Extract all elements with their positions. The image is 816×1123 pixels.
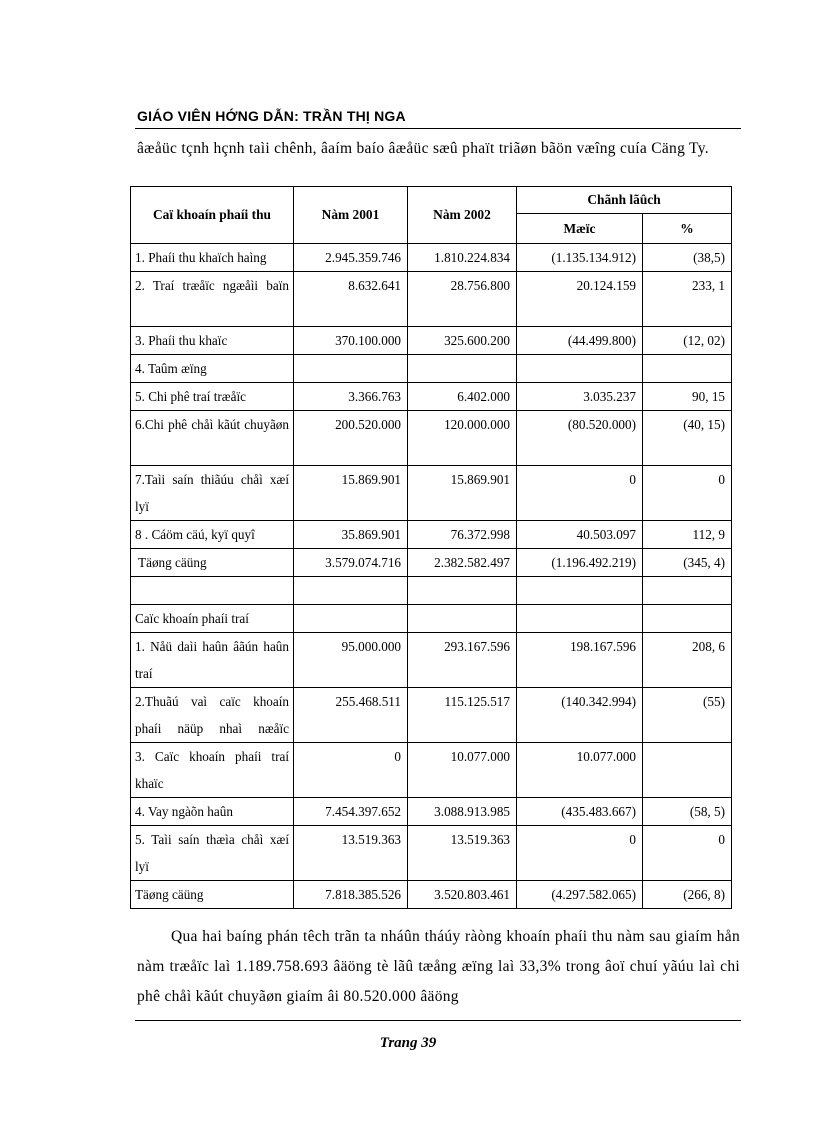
cell-2001: 2.945.359.746 [294,244,408,272]
header-title: GIÁO VIÊN HỚNG DẪN: TRẦN THỊ NGA [137,108,406,124]
conclusion-text: Qua hai baíng phán têch trãn ta nháûn tháúy ràòng khoaín phaíi thu nàm sau giaím hån nàm træåïc laì 1.189.758.693 âäöng tè lãû tæång æïng laì 33,3% trong âoï chuí yãúu laì chi phê chåì kãút chuyãøn giaím âi 80.520.000 âäöng [137,928,740,1005]
header-2002: Nàm 2002 [408,187,517,244]
row-label-text: 5. Taìi saín thæìa chåì xæí lyï [135,832,289,874]
cell-percent: 233, 1 [643,272,732,327]
cell-2002: 293.167.596 [408,633,517,688]
header-percent: % [643,214,732,244]
table-row-total [131,549,732,577]
table-row [131,466,732,521]
header-2001: Nàm 2001 [294,187,408,244]
row-label: 8 . Cáöm cäú, kyï quyî [131,521,294,549]
cell-amount: 20.124.159 [517,272,643,327]
cell-2001 [294,355,408,383]
row-label [131,577,294,605]
row-label-text: 2. Traí træåïc ngæåìi baïn [135,278,289,293]
cell-percent: (266, 8) [643,881,732,909]
cell-2001: 35.869.901 [294,521,408,549]
cell-2002: 76.372.998 [408,521,517,549]
cell-percent: (55) [643,688,732,743]
row-label-text: 7.Taìi saín thiãúu chåì xæí lyï [135,472,289,514]
section-label: Caïc khoaín phaíi traí [131,605,294,633]
table-row-empty [131,577,732,605]
header-difference: Chãnh lãûch [517,187,732,214]
row-label [131,411,294,466]
cell-percent [643,577,732,605]
cell-2001: 200.520.000 [294,411,408,466]
header-amount: Mæïc [517,214,643,244]
cell-amount: (140.342.994) [517,688,643,743]
table-row [131,521,732,549]
cell-2002: 15.869.901 [408,466,517,521]
cell-2001 [294,577,408,605]
cell-percent: (38,5) [643,244,732,272]
cell-percent [643,743,732,798]
row-label: 3. Phaíi thu khaïc [131,327,294,355]
row-label: Täøng cäüng [131,881,294,909]
table-row [131,633,732,688]
cell-2001: 8.632.641 [294,272,408,327]
cell-percent: 0 [643,466,732,521]
table-row [131,798,732,826]
cell-amount: 10.077.000 [517,743,643,798]
cell-2001: 15.869.901 [294,466,408,521]
row-label-text: 3. Caïc khoaín phaíi traí khaïc [135,749,289,791]
table-row [131,826,732,881]
cell-2002 [408,577,517,605]
row-label [131,466,294,521]
table-row [131,411,732,466]
cell-amount: (435.483.667) [517,798,643,826]
table-row [131,743,732,798]
cell-2002: 28.756.800 [408,272,517,327]
cell-2002: 3.088.913.985 [408,798,517,826]
row-label: 4. Vay ngàõn haûn [131,798,294,826]
table-row [131,688,732,743]
table-row [131,244,732,272]
cell-2002: 3.520.803.461 [408,881,517,909]
cell-amount: (80.520.000) [517,411,643,466]
cell-2001: 370.100.000 [294,327,408,355]
cell-amount: 0 [517,466,643,521]
row-label [131,633,294,688]
cell-amount: (44.499.800) [517,327,643,355]
cell-2002: 325.600.200 [408,327,517,355]
cell-percent: 112, 9 [643,521,732,549]
cell-amount: 3.035.237 [517,383,643,411]
cell-percent: 0 [643,826,732,881]
cell-percent: 208, 6 [643,633,732,688]
row-label: 4. Taûm æïng [131,355,294,383]
cell-percent: (58, 5) [643,798,732,826]
row-label [131,826,294,881]
row-label-text: 2.Thuãú vaì caïc khoaín phaíi näüp nhaì næåïc [135,694,289,736]
header-item: Caï khoaín phaíi thu [131,187,294,244]
cell-amount: (1.196.492.219) [517,549,643,577]
row-label-text: 6.Chi phê chåì kãút chuyãøn [135,417,289,432]
row-label [131,688,294,743]
cell-amount [517,577,643,605]
cell-2001: 3.366.763 [294,383,408,411]
cell-amount: 0 [517,826,643,881]
cell-amount: (4.297.582.065) [517,881,643,909]
cell-amount [517,355,643,383]
row-label: 5. Chi phê traí træåïc [131,383,294,411]
cell-2002: 13.519.363 [408,826,517,881]
cell-percent [643,605,732,633]
cell-amount: 40.503.097 [517,521,643,549]
cell-2002: 6.402.000 [408,383,517,411]
cell-2001: 3.579.074.716 [294,549,408,577]
row-label: Täøng cäüng [131,549,294,577]
cell-amount [517,605,643,633]
row-label: 1. Phaíi thu khaïch haìng [131,244,294,272]
table-row [131,383,732,411]
cell-percent: (345, 4) [643,549,732,577]
row-label-text: 1. Nåü daìi haûn âãún haûn traí [135,639,289,681]
cell-percent: (12, 02) [643,327,732,355]
cell-2002: 120.000.000 [408,411,517,466]
table-row [131,327,732,355]
cell-2001: 7.454.397.652 [294,798,408,826]
page-number: Trang 39 [379,1035,437,1051]
row-label [131,272,294,327]
cell-percent [643,355,732,383]
cell-2001 [294,605,408,633]
table-section-row [131,605,732,633]
intro-paragraph: âæåüc tçnh hçnh taìi chênh, âaím baío âæåüc sæû phaït triãøn bãön væîng cuía Cäng Ty. [137,140,709,157]
table-row-total [131,881,732,909]
cell-amount: 198.167.596 [517,633,643,688]
table-row [131,355,732,383]
cell-2002: 115.125.517 [408,688,517,743]
conclusion-paragraph [137,922,740,1012]
cell-2001: 7.818.385.526 [294,881,408,909]
cell-2001: 95.000.000 [294,633,408,688]
cell-2002 [408,605,517,633]
cell-2001: 255.468.511 [294,688,408,743]
cell-2002: 1.810.224.834 [408,244,517,272]
table-row [131,272,732,327]
cell-percent: 90, 15 [643,383,732,411]
cell-2002: 10.077.000 [408,743,517,798]
cell-percent: (40, 15) [643,411,732,466]
cell-2001: 13.519.363 [294,826,408,881]
cell-2002 [408,355,517,383]
row-label [131,743,294,798]
cell-2001: 0 [294,743,408,798]
cell-amount: (1.135.134.912) [517,244,643,272]
page-header [135,106,741,129]
financial-table [130,186,732,909]
cell-2002: 2.382.582.497 [408,549,517,577]
footer-divider [135,1020,741,1021]
